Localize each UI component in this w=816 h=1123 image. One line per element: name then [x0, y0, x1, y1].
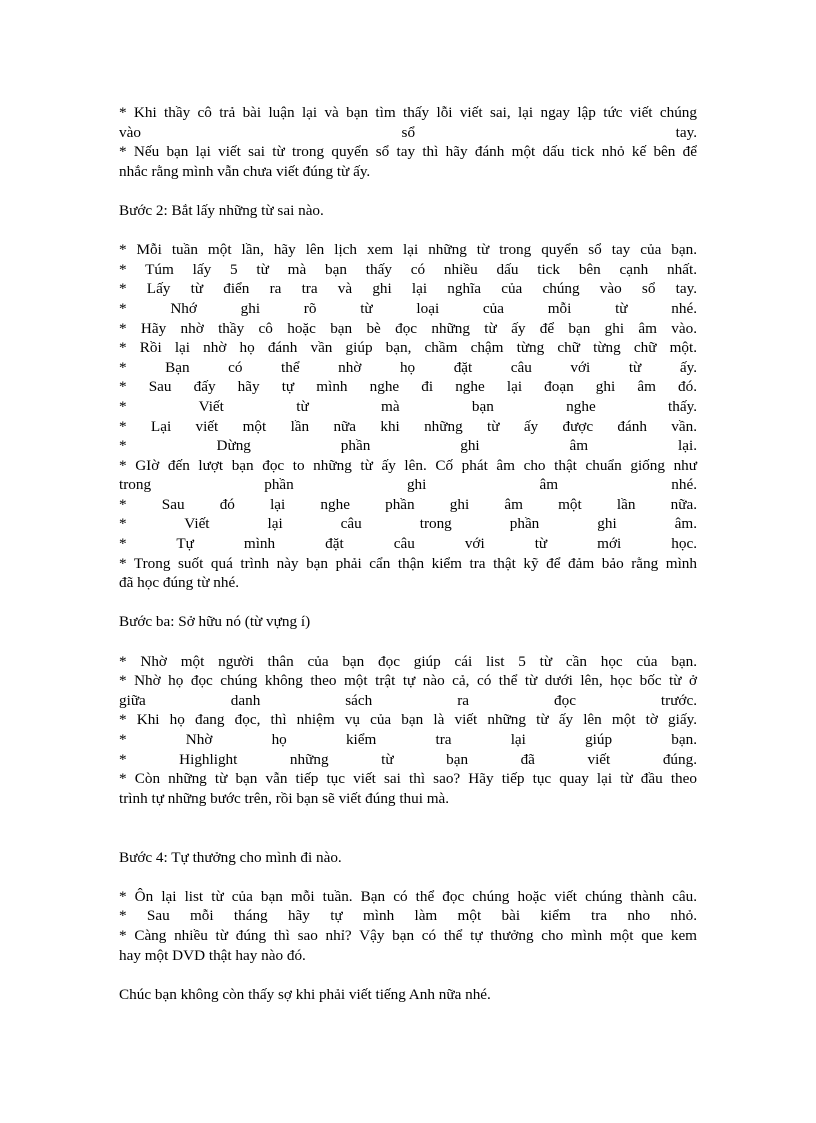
list-item: * Dừng phần ghi âm lại.	[119, 437, 697, 455]
list-item: * Tự mình đặt câu với từ mới học.	[119, 535, 697, 553]
list-item: * Túm lấy 5 từ mà bạn thấy có nhiều dấu tick bên cạnh nhất.	[119, 260, 697, 278]
list-item: * Nhớ ghi rõ từ loại của mỗi từ nhé.	[119, 299, 697, 317]
list-item: * Viết từ mà bạn nghe thấy.	[119, 397, 697, 415]
list-item: hay một DVD thật hay nào đó.	[119, 946, 306, 964]
list-item: * Rồi lại nhờ họ đánh vần giúp bạn, chầm chậm từng chữ từng chữ một.	[119, 339, 697, 357]
document-page	[119, 103, 697, 1004]
list-item: * Trong suốt quá trình này bạn phải cẩn thận kiểm tra thật kỹ để đảm bảo rằng mình	[119, 554, 697, 572]
list-item: * Càng nhiều từ đúng thì sao nhỉ? Vậy bạn có thể tự thưởng cho mình một que kem	[119, 926, 697, 944]
list-item: * Viết lại câu trong phần ghi âm.	[119, 515, 697, 533]
list-item: * GIờ đến lượt bạn đọc to những từ ấy lên. Cố phát âm cho thật chuẩn giống như	[119, 456, 697, 474]
list-item: * Mỗi tuần một lần, hãy lên lịch xem lại những từ trong quyển sổ tay của bạn.	[119, 241, 697, 259]
list-item: * Sau đó lại nghe phần ghi âm một lần nữa.	[119, 495, 697, 513]
step2-list	[119, 240, 697, 593]
list-item: * Sau mỗi tháng hãy tự mình làm một bài kiểm tra nho nhỏ.	[119, 907, 697, 925]
text-line: * Nếu bạn lại viết sai từ trong quyển sổ tay thì hãy đánh một dấu tick nhỏ kế bên để	[119, 143, 697, 161]
list-item: * Lại viết một lần nữa khi những từ ấy được đánh vần.	[119, 417, 697, 435]
step2-heading: Bước 2: Bắt lấy những từ sai nào.	[119, 201, 324, 219]
closing-line: Chúc bạn không còn thấy sợ khi phải viết tiếng Anh nữa nhé.	[119, 985, 491, 1003]
step3-list	[119, 652, 697, 809]
list-item: * Ôn lại list từ của bạn mỗi tuần. Bạn có thể đọc chúng hoặc viết chúng thành câu.	[119, 887, 697, 905]
list-item: trong phần ghi âm nhé.	[119, 476, 697, 494]
list-item: * Highlight những từ bạn đã viết đúng.	[119, 750, 697, 768]
step4-list	[119, 887, 697, 965]
step3-heading: Bước ba: Sở hữu nó (từ vựng í)	[119, 613, 311, 631]
list-item: * Khi họ đang đọc, thì nhiệm vụ của bạn là viết những từ ấy lên một tờ giấy.	[119, 711, 697, 729]
list-item: * Còn những từ bạn vẫn tiếp tục viết sai thì sao? Hãy tiếp tục quay lại từ đầu theo	[119, 770, 697, 788]
list-item: giữa danh sách ra đọc trước.	[119, 691, 697, 709]
text-line: vào sổ tay.	[119, 123, 697, 141]
list-item: * Nhờ họ đọc chúng không theo một trật tự nào cả, có thể từ dưới lên, học bốc từ ở	[119, 672, 697, 690]
text-line: * Khi thầy cô trả bài luận lại và bạn tìm thấy lỗi viết sai, lại ngay lập tức viết chúng	[119, 104, 697, 121]
list-item: * Bạn có thể nhờ họ đặt câu với từ ấy.	[119, 358, 697, 376]
list-item: trình tự những bước trên, rồi bạn sẽ viết đúng thui mà.	[119, 789, 450, 807]
list-item: * Nhờ họ kiểm tra lại giúp bạn.	[119, 731, 697, 748]
intro-paragraph	[119, 103, 697, 181]
list-item: đã học đúng từ nhé.	[119, 574, 240, 592]
step4-heading: Bước 4: Tự thưởng cho mình đi nào.	[119, 848, 342, 866]
list-item: * Hãy nhờ thầy cô hoặc bạn bè đọc những từ ấy để bạn ghi âm vào.	[119, 319, 697, 337]
list-item: * Nhờ một người thân của bạn đọc giúp cái list 5 từ cần học của bạn.	[119, 652, 697, 670]
list-item: * Sau đấy hãy tự mình nghe đi nghe lại đoạn ghi âm đó.	[119, 378, 697, 396]
list-item: * Lấy từ điển ra tra và ghi lại nghĩa của chúng vào sổ tay.	[119, 280, 697, 298]
text-line: nhắc rằng mình vẫn chưa viết đúng từ ấy.	[119, 162, 371, 180]
